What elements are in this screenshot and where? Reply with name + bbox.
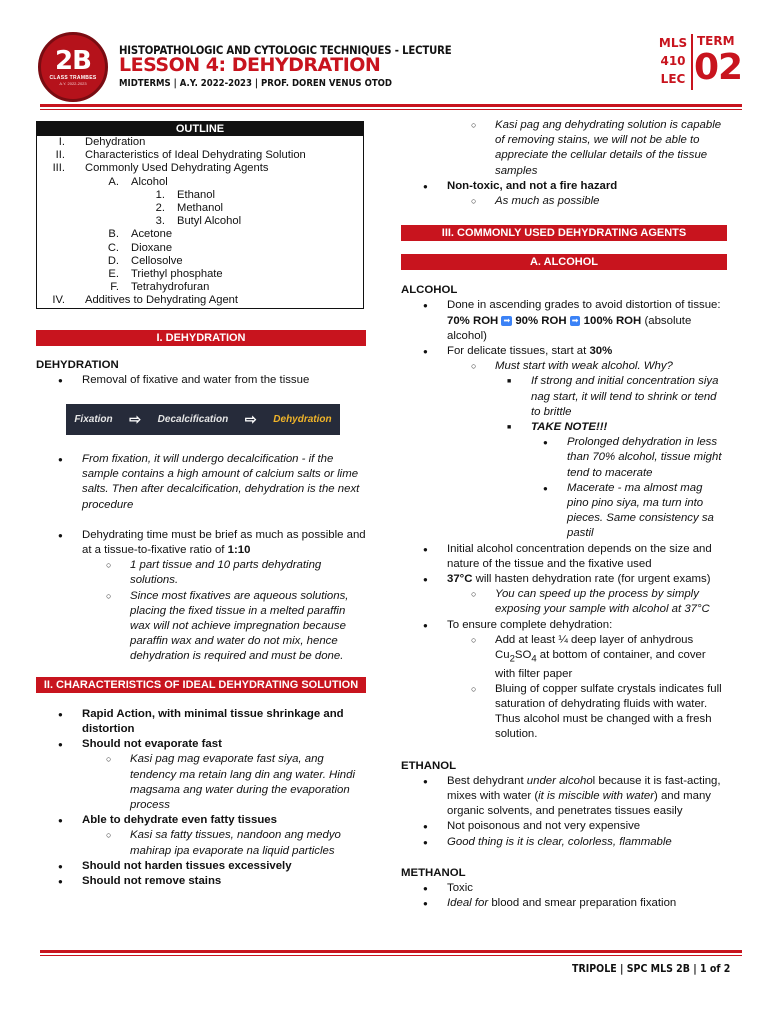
bullet-text-italic: under alcoho: [526, 774, 593, 787]
arrow-right-icon: ➡: [571, 315, 579, 325]
bullet: ● Removal of fixative and water from the tissue: [36, 373, 366, 388]
bullet: ● Rapid Action, with minimal tissue shrinkage and distortion: [36, 707, 366, 737]
sub-bullet: ○ Kasi pag ang dehydrating solution is capable of removing stains, we will not be able to appreciate the cellular details of the tissue samples: [401, 118, 727, 179]
outline-num: F.: [110, 281, 119, 294]
bullet: [401, 896, 727, 911]
outline-num: II.: [55, 149, 65, 162]
sub-bullet: ○ Kasi sa fatty tissues, nandoon ang medyo mahirap ipa evaporate na liquid particles: [36, 828, 366, 858]
ratio-value: 1:10: [227, 544, 251, 557]
outline-num: E.: [108, 268, 119, 281]
bullet: ● Not poisonous and not very expensive: [401, 819, 727, 834]
outline-text: Ethanol: [177, 188, 215, 201]
bullet-text: For delicate tissues, start at: [447, 345, 590, 358]
page-footer: TRIPOLE | SPC MLS 2B | 1 of 2: [572, 963, 731, 975]
outline-num: C.: [107, 241, 119, 254]
heading-methanol: METHANOL: [401, 866, 466, 879]
bullet: [401, 572, 727, 587]
grade-value: 70% ROH: [447, 314, 499, 327]
arrow-right-icon: ➡: [503, 315, 511, 325]
outline-num: 1.: [155, 188, 165, 201]
term-number: 02: [694, 47, 743, 88]
bullet: [401, 298, 727, 344]
header-divider: [691, 34, 693, 90]
bullet-text: Dehydrating time must be brief as much as possible and at a tissue-to-fixative ratio of: [82, 528, 366, 557]
bullet-text: SO: [514, 649, 532, 662]
subscript: 2: [509, 653, 515, 665]
start-value: 30%: [589, 345, 613, 358]
outline-num: I.: [58, 136, 65, 148]
outline-item: [37, 189, 363, 202]
term-label: TERM: [697, 34, 735, 48]
footer-rule: [40, 950, 742, 953]
bullet: ● Should not harden tissues excessively: [36, 859, 366, 874]
subscript: 4: [531, 653, 537, 665]
bullet: ● Should not evaporate fast: [36, 737, 366, 752]
note-bullet: ● Macerate - ma almost mag pino pino siya, ma turn into pieces. Same consistency sa pastil: [401, 481, 727, 542]
course-code: [656, 34, 690, 88]
outline-text: Methanol: [177, 202, 224, 215]
course-code-line: LEC: [660, 72, 686, 86]
outline-item: [37, 136, 363, 149]
sub-sub-bullet: ■ If strong and initial concentration siya nag start, it will tend to shrink or tend to brittle: [401, 374, 727, 420]
flow-step: Fixation: [74, 413, 113, 425]
outline-item: [37, 242, 363, 255]
bullet-text-italic: it is miscible with water: [538, 790, 654, 802]
bullet-text: ) and many organic solvents, and penetrates tissues easily: [447, 790, 711, 818]
sub-bullet: ○ Bluing of copper sulfate crystals indicates full saturation of dehydrating fluids with water. Thus alcohol must be changed with a fresh solution.: [401, 682, 727, 743]
outline-text: Acetone: [131, 228, 173, 241]
outline-item: [37, 162, 363, 175]
flow-step: Decalcification: [157, 413, 229, 425]
bullet: [401, 774, 727, 820]
outline-box: [36, 121, 364, 309]
arrow-right-icon: ⇨: [244, 410, 257, 427]
note-bullet: ● Prolonged dehydration in less than 70% alcohol, tissue might tend to macerate: [401, 435, 727, 481]
bullet: ● From fixation, it will undergo decalcification - if the sample contains a high amount of calcium salts or lime salts. Then after decalcification, dehydration is the next procedure: [36, 452, 366, 513]
sub-bullet: ○ You can speed up the process by simply exposing your sample with alcohol at 37°C: [401, 587, 727, 617]
bullet: ● Should not remove stains: [36, 874, 366, 889]
bullet-text: Done in ascending grades to avoid distortion of tissue:: [447, 299, 721, 312]
heading-ethanol: ETHANOL: [401, 759, 457, 772]
outline-item: [37, 281, 363, 294]
outline-item: [37, 149, 363, 162]
bullet: [36, 528, 366, 558]
heading-alcohol: ALCOHOL: [401, 284, 458, 297]
sub-bullet: ○ 1 part tissue and 10 parts dehydrating solutions.: [36, 558, 366, 588]
arrow-right-icon: ⇨: [129, 410, 142, 427]
bullet-text: Best dehydrant: [447, 774, 527, 787]
sub-bullet: ○ As much as possible: [401, 194, 727, 209]
outline-num: III.: [52, 162, 65, 175]
outline-num: 3.: [155, 215, 165, 228]
bullet-text: blood and smear preparation fixation: [488, 897, 677, 910]
header-rule: [40, 104, 742, 107]
process-flow-diagram: [66, 404, 340, 435]
grade-value: 100% ROH: [583, 314, 642, 327]
bullet: ● Good thing is it is clear, colorless, flammable: [401, 835, 727, 850]
course-title: HISTOPATHOLOGIC AND CYTOLOGIC TECHNIQUES - LECTURE: [119, 43, 452, 57]
outline-text: Alcohol: [131, 175, 168, 188]
course-code-line: MLS: [658, 36, 688, 50]
bullet: ● Initial alcohol concentration depends on the size and nature of the tissue and the fixative used: [401, 542, 727, 572]
lesson-meta: MIDTERMS | A.Y. 2022-2023 | PROF. DOREN VENUS OTOD: [119, 78, 393, 89]
footer-rule-thin: [40, 955, 742, 956]
section-bar-dehydration: I. DEHYDRATION: [36, 330, 366, 346]
outline-num: IV.: [52, 294, 65, 307]
outline-num: A.: [108, 175, 119, 188]
outline-item: [37, 255, 363, 268]
outline-item: [37, 176, 363, 189]
outline-num: 2.: [155, 202, 165, 215]
bullet-text-italic: Ideal for: [447, 897, 489, 910]
bullet: ● Toxic: [401, 881, 727, 896]
bullet-text: (absolute alcohol): [447, 314, 692, 342]
take-note-label: ■ TAKE NOTE!!!: [401, 420, 727, 435]
bullet: ● Non-toxic, and not a fire hazard: [401, 179, 727, 194]
outline-title: OUTLINE: [37, 122, 363, 136]
sub-bullet: ○ Must start with weak alcohol. Why?: [401, 359, 727, 374]
header-rule-thin: [40, 109, 742, 110]
outline-text: Commonly Used Dehydrating Agents: [85, 162, 269, 175]
outline-item: [37, 202, 363, 215]
logo-text: CLASS TRAMBES: [49, 74, 97, 81]
page-header: [0, 0, 768, 110]
bullet: ● To ensure complete dehydration:: [401, 618, 727, 633]
sub-bullet: ○ Since most fixatives are aqueous solutions, placing the fixed tissue in a melted paraffin wax will not achieve impregnation because paraffin wax and water do not mix, hence dehydration is required and must be done.: [36, 589, 366, 665]
heading-dehydration: DEHYDRATION: [36, 358, 119, 371]
right-column: [401, 118, 727, 911]
outline-text: Dehydration: [85, 136, 146, 148]
sub-bullet: ○ Kasi pag mag evaporate fast siya, ang tendency ma retain lang din ang water. Hindi magsama ang water during the evaporation process: [36, 752, 366, 813]
bullet-text: l because it is fast-acting, mixes with water (: [447, 774, 721, 802]
outline-num: B.: [108, 228, 119, 241]
grade-value: 90% ROH: [515, 314, 567, 327]
section-bar-characteristics: II. CHARACTERISTICS OF IDEAL DEHYDRATING SOLUTION: [36, 677, 366, 693]
bullet: ● Able to dehydrate even fatty tissues: [36, 813, 366, 828]
bullet-text: at bottom of container, and cover with filter paper: [495, 649, 706, 680]
outline-item: [37, 215, 363, 228]
outline-text: Dioxane: [131, 241, 173, 254]
bullet-text: will hasten dehydration rate (for urgent exams): [472, 573, 711, 586]
logo-year: A.Y. 2022-2023: [59, 80, 87, 86]
section-bar-agents: III. COMMONLY USED DEHYDRATING AGENTS: [401, 225, 727, 241]
outline-text: Additives to Dehydrating Agent: [85, 294, 238, 307]
outline-text: Characteristics of Ideal Dehydrating Solution: [85, 149, 306, 162]
course-code-line: 410: [660, 54, 686, 68]
outline-text: Cellosolve: [131, 254, 183, 267]
outline-item: [37, 294, 363, 307]
outline-item: [37, 268, 363, 281]
outline-text: Butyl Alcohol: [177, 215, 242, 228]
outline-num: D.: [107, 254, 119, 267]
outline-text: Tetrahydrofuran: [131, 281, 210, 294]
section-bar-alcohol: A. ALCOHOL: [401, 254, 727, 270]
left-column: [36, 121, 366, 889]
outline-item: [37, 228, 363, 241]
flow-step-highlight: Dehydration: [273, 413, 332, 425]
temperature-value: 37°C: [447, 573, 473, 586]
lesson-title: LESSON 4: DEHYDRATION: [119, 54, 381, 76]
class-logo: [38, 32, 108, 102]
bullet-text: Add at least ¼ deep layer of anhydrous Cu: [495, 633, 694, 662]
sub-bullet: [401, 633, 727, 682]
logo-mark: 2B: [55, 45, 91, 76]
bullet: [401, 344, 727, 359]
outline-text: Triethyl phosphate: [131, 268, 223, 281]
